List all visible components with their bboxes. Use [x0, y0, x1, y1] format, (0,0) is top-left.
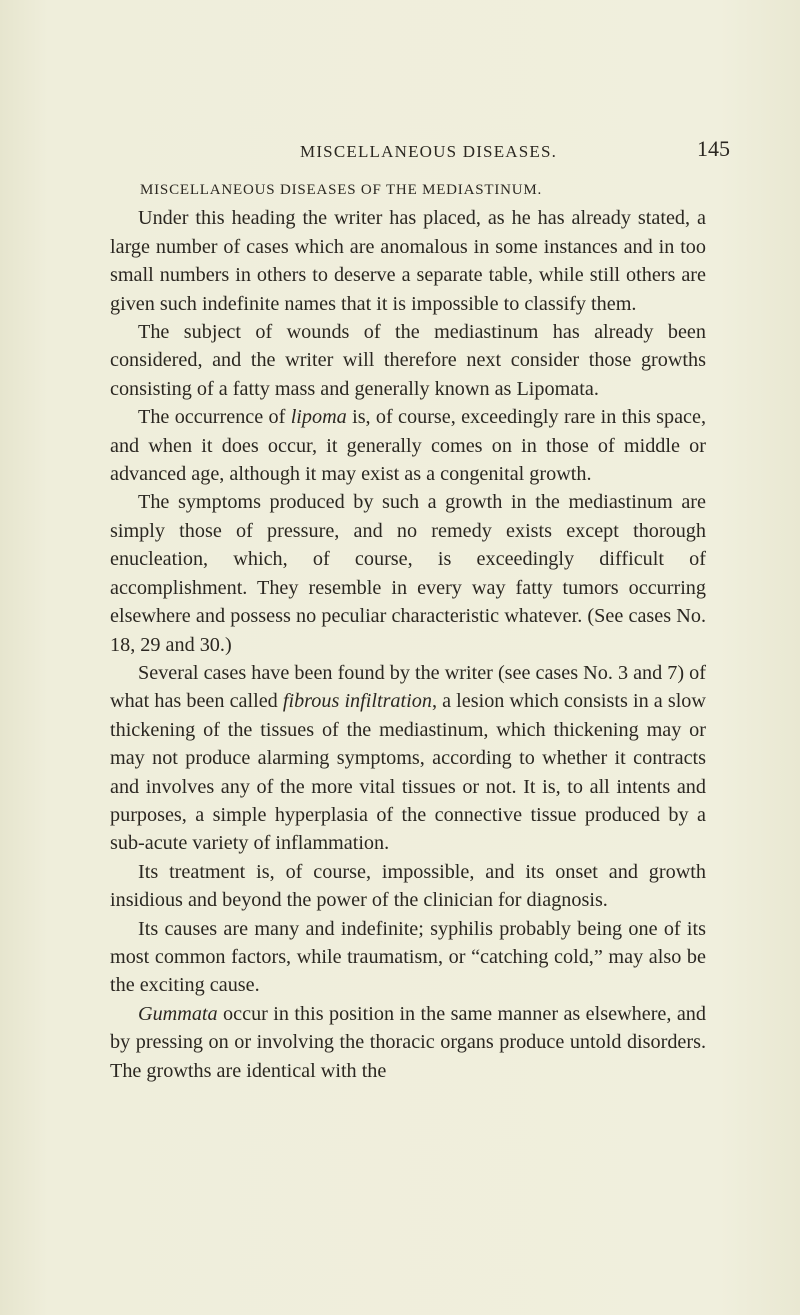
paragraph-1: Under this heading the writer has placed, as he has already stated, a large number of cases which are anomalous in some instances and in too small numbers in others to deserve a separate table, while still others are given such indefinite names that it is impossible to classify them. [110, 207, 706, 315]
running-head [300, 136, 730, 166]
running-title: MISCELLANEOUS DISEASES. [300, 142, 558, 161]
term-lipoma: lipoma [290, 406, 347, 429]
body-text [110, 176, 706, 1085]
paragraph-8 [110, 1000, 706, 1085]
paragraph-2: The subject of wounds of the mediastinum has already been considered, and the writer will therefore next consider those growths consisting of a fatty mass and generally known as Lipomata. [110, 321, 706, 400]
paragraph-3-lead: The occurrence of [138, 406, 291, 429]
paragraph-3 [110, 403, 706, 488]
section-heading: MISCELLANEOUS DISEASES OF THE MEDIASTINUM. [140, 182, 543, 198]
term-fibrous-infiltration: fibrous infiltration [282, 690, 432, 713]
paragraph-3-rest: is, of course, exceedingly rare in this space, and when it does occur, it generally comes on in those of middle or advanced age, although it may exist as a congenital growth. [110, 406, 707, 486]
paragraph-5 [110, 659, 706, 858]
page-number: 145 [697, 136, 730, 161]
paragraph-5-lead: Several cases have been found by the writer (see cases No. 3 and 7) of what has been called [110, 661, 706, 713]
paragraph-6: Its treatment is, of course, impossible, and its onset and growth insidious and beyond the power of the clinician for diagnosis. [110, 860, 706, 912]
term-gummata: Gummata [138, 1002, 218, 1025]
paragraph-8-rest: occur in this position in the same manner as elsewhere, and by pressing on or involving the thoracic organs produce untold disorders. The growths are identical with the [110, 1002, 706, 1082]
paragraph-7: Its causes are many and indefinite; syphilis probably being one of its most common factors, while traumatism, or “catching cold,” may also be the exciting cause. [110, 917, 706, 997]
paragraph-4: The symptoms produced by such a growth in the mediastinum are simply those of pressure, and no remedy exists except thorough enucleation, which, of course, is exceedingly difficult of accomplishment. They resemble in every way fatty tumors occurring elsewhere and possess no peculiar characteristic whatever. (See cases No. 18, 29 and 30.) [110, 491, 706, 656]
paragraph-5-rest: , a lesion which consists in a slow thickening of the tissues of the mediastinum, which thickening may or may not produce alarming symptoms, according to whether it contracts and involves any of the more vital tissues or not. It is, to all intents and purposes, a simple hyperplasia of the connective tissue produced by a sub-acute variety of inflammation. [110, 690, 706, 855]
